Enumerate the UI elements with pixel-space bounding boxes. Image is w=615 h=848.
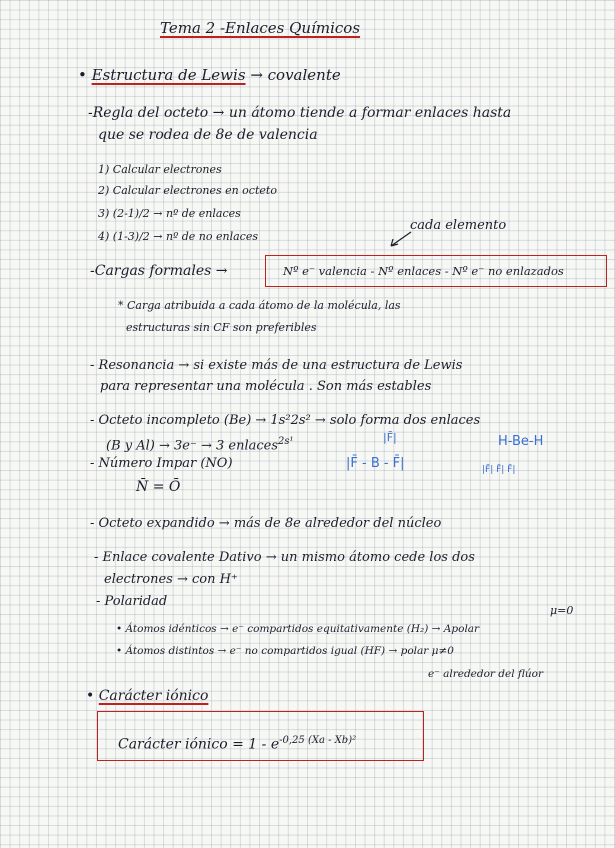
bullet-dot-2: • bbox=[86, 688, 99, 704]
cargas-heading: -Cargas formales → bbox=[90, 263, 228, 279]
lewis-heading: Estructura de Lewis bbox=[91, 66, 246, 84]
bf3-top-atom: |F̄| bbox=[383, 431, 397, 444]
incompleto-sup: 2s¹ bbox=[278, 436, 294, 447]
cargas-formula: Nº e⁻ valencia - Nº enlaces - Nº e⁻ no enlazados bbox=[283, 264, 564, 278]
octeto-step-3: 3) (2-1)/2 → nº de enlaces bbox=[98, 207, 241, 220]
incompleto-line-2-text: (B y Al) → 3e⁻ → 3 enlaces bbox=[106, 438, 279, 454]
bullet-dot: • bbox=[78, 66, 92, 84]
polaridad-mu0: μ=0 bbox=[550, 604, 574, 617]
expandido-line: - Octeto expandido → más de 8e alrededor del núcleo bbox=[90, 516, 442, 531]
bf3-diagram: |F̄ - B - F̄| bbox=[346, 456, 405, 471]
resonancia-line-2: para representar una molécula . Son más estables bbox=[100, 379, 432, 394]
octeto-line-2: que se rodea de 8e de valencia bbox=[98, 127, 318, 143]
ionico-heading-line bbox=[86, 688, 208, 704]
polaridad-heading: - Polaridad bbox=[96, 594, 168, 609]
polaridad-line-3: e⁻ alrededor del flúor bbox=[428, 668, 544, 680]
ionico-heading: Carácter iónico bbox=[98, 688, 209, 704]
dativo-line-2: electrones → con H⁺ bbox=[104, 572, 238, 587]
beh2-diagram: H-Be-H bbox=[498, 434, 544, 449]
incompleto-line-1: - Octeto incompleto (Be) → 1s²2s² → solo forma dos enlaces bbox=[90, 413, 481, 428]
annotation-arrow-icon bbox=[385, 228, 415, 250]
resonancia-line-1: - Resonancia → si existe más de una estructura de Lewis bbox=[90, 358, 463, 373]
lewis-arrow-text: → covalente bbox=[250, 66, 341, 84]
impar-line-2: N̄ = Ō bbox=[136, 479, 181, 495]
octeto-line-1: -Regla del octeto → un átomo tiende a formar enlaces hasta bbox=[88, 105, 512, 121]
cada-elemento-note: cada elemento bbox=[410, 218, 507, 233]
cargas-note-2: estructuras sin CF son preferibles bbox=[126, 321, 317, 334]
octeto-step-1: 1) Calcular electrones bbox=[98, 163, 222, 176]
octeto-step-2: 2) Calcular electrones en octeto bbox=[98, 184, 277, 197]
page-title: Tema 2 -Enlaces Químicos bbox=[160, 19, 361, 37]
incompleto-line-2 bbox=[106, 434, 294, 454]
octeto-step-4: 4) (1-3)/2 → nº de no enlaces bbox=[98, 230, 258, 243]
star-diagram: |F̄| F̄| F̄| bbox=[482, 465, 516, 475]
polaridad-line-1: • Átomos idénticos → e⁻ compartidos equitativamente (H₂) → Apolar bbox=[116, 623, 480, 635]
lewis-heading-line bbox=[78, 67, 341, 83]
cargas-note-1: * Carga atribuida a cada átomo de la molécula, las bbox=[118, 299, 401, 312]
polaridad-line-2: • Átomos distintos → e⁻ no compartidos igual (HF) → polar μ≠0 bbox=[116, 645, 454, 657]
ionico-formula bbox=[118, 733, 356, 753]
impar-line-1: - Número Impar (NO) bbox=[90, 456, 233, 471]
dativo-line-1: - Enlace covalente Dativo → un mismo átomo cede los dos bbox=[94, 550, 475, 565]
ionico-formula-lhs: Carácter iónico = 1 - e bbox=[118, 736, 280, 753]
ionico-formula-exp: -0,25 (Xa - Xb)² bbox=[279, 735, 357, 746]
